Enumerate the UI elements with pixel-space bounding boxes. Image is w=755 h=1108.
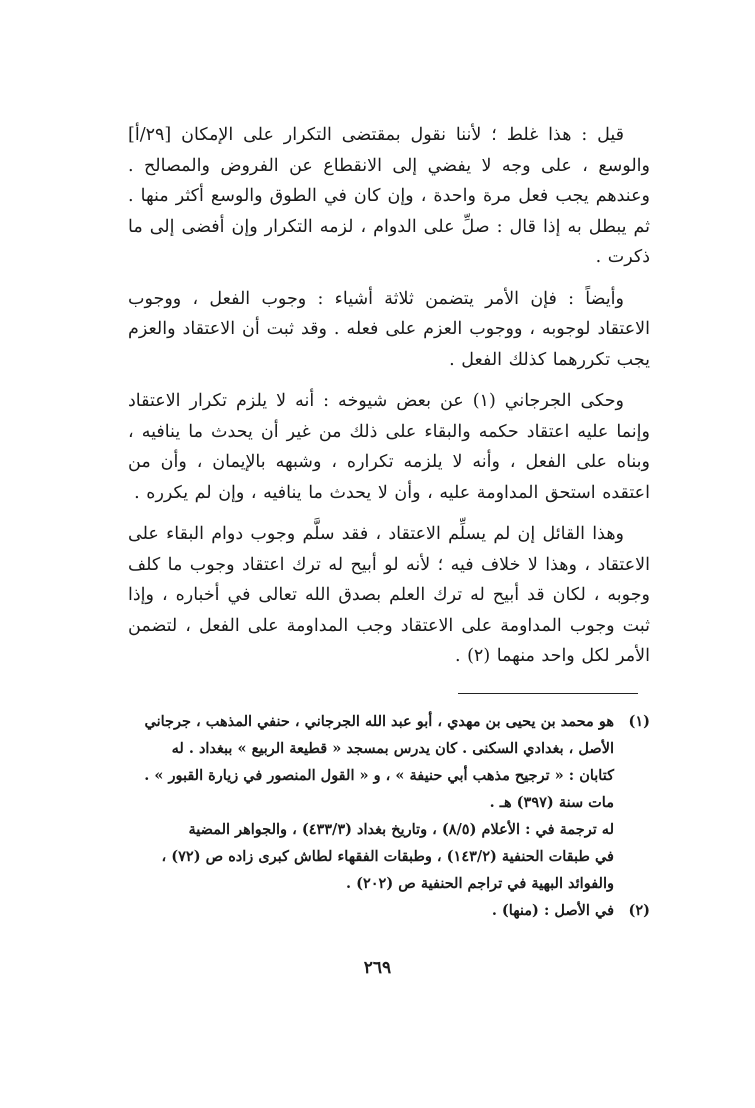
footnote-2-text: في الأصل : (منها) . bbox=[491, 902, 614, 919]
footnote-1-line: هو محمد بن يحيى بن مهدي ، أبو عبد الله الجرجاني ، حنفي المذهب ، جرجاني bbox=[144, 713, 614, 730]
footnote-1-number: (١) bbox=[628, 713, 650, 730]
footnotes bbox=[128, 708, 650, 924]
footnote-1-line: الأصل ، بغدادي السكنى . كان يدرس بمسجد « قطيعة الربيع » ببغداد . له bbox=[171, 740, 614, 757]
footnote-1-reference-line: في طبقات الحنفية (١٤٣/٢) ، وطبقات الفقهاء لطاش كبرى زاده ص (٧٢) ، bbox=[161, 848, 614, 865]
paragraph-4: وهذا القائل إن لم يسلِّم الاعتقاد ، فقد سلَّم وجوب دوام البقاء على الاعتقاد ، وهذا لا خلاف فيه ؛ لأنه لو أبيح له ترك اعتقاد وجوب ما كلف وجوبه ، لكان قد أبيح له ترك العلم بصدق الله تعالى في أخباره ، وإذا ثبت وجوب المداومة على الاعتقاد وجب المداومة على الفعل ، لتضمن الأمر لكل واحد منهما (٢) . bbox=[128, 524, 650, 666]
footnote-1-body bbox=[128, 708, 614, 816]
footnote-1-reference-line: والفوائد البهية في تراجم الحنفية ص (٢٠٢) . bbox=[346, 875, 614, 892]
paragraph-3: وحكى الجرجاني (١) عن بعض شيوخه : أنه لا يلزم تكرار الاعتقاد وإنما عليه اعتقاد حكمه والبقاء على ذلك من غير أن يحدث ما ينافيه ، وبناه على الفعل ، وأنه لا يلزمه تكراره ، وشبهه بالإيمان ، وأن من اعتقده استحق المداومة عليه ، وأن لا يحدث ما ينافيه ، وإن لم يكرره . bbox=[128, 391, 650, 503]
footnote-1-line: كتابان : « ترجيح مذهب أبي حنيفة » ، و « القول المنصور في زيارة القبور » . bbox=[144, 767, 614, 784]
footnote-2-number: (٢) bbox=[628, 902, 650, 919]
main-text-body bbox=[128, 120, 650, 683]
footnote-1-reference-line: له ترجمة في : الأعلام (٨/٥) ، وتاريخ بغداد (٤٣٣/٣) ، والجواهر المضية bbox=[188, 821, 614, 838]
paragraph-2: وأيضاً : فإن الأمر يتضمن ثلاثة أشياء : وجوب الفعل ، ووجوب الاعتقاد لوجوبه ، ووجوب العزم على فعله . وقد ثبت أن الاعتقاد والعزم يجب تكررهما كذلك الفعل . bbox=[128, 288, 650, 370]
footnote-1-references bbox=[128, 816, 614, 897]
page-number: ٢٦٩ bbox=[363, 958, 392, 978]
footnote-1-line: مات سنة (٣٩٧) هـ . bbox=[489, 794, 614, 811]
footnote-2 bbox=[128, 897, 650, 924]
footnote-divider bbox=[458, 693, 638, 694]
footnote-1 bbox=[128, 708, 650, 816]
paragraph-1: قيل : هذا غلط ؛ لأننا نقول بمقتضى التكرار على الإمكان [٢٩/أ] والوسع ، على وجه لا يفضي إلى الانقطاع عن الفروض والمصالح . وعندهم يجب فعل مرة واحدة ، وإن كان في الطوق والوسع أكثر منها . ثم يبطل به إذا قال : صلِّ على الدوام ، لزمه التكرار وإن أفضى إلى ما ذكرت . bbox=[128, 125, 650, 267]
footnote-2-body bbox=[128, 897, 614, 924]
